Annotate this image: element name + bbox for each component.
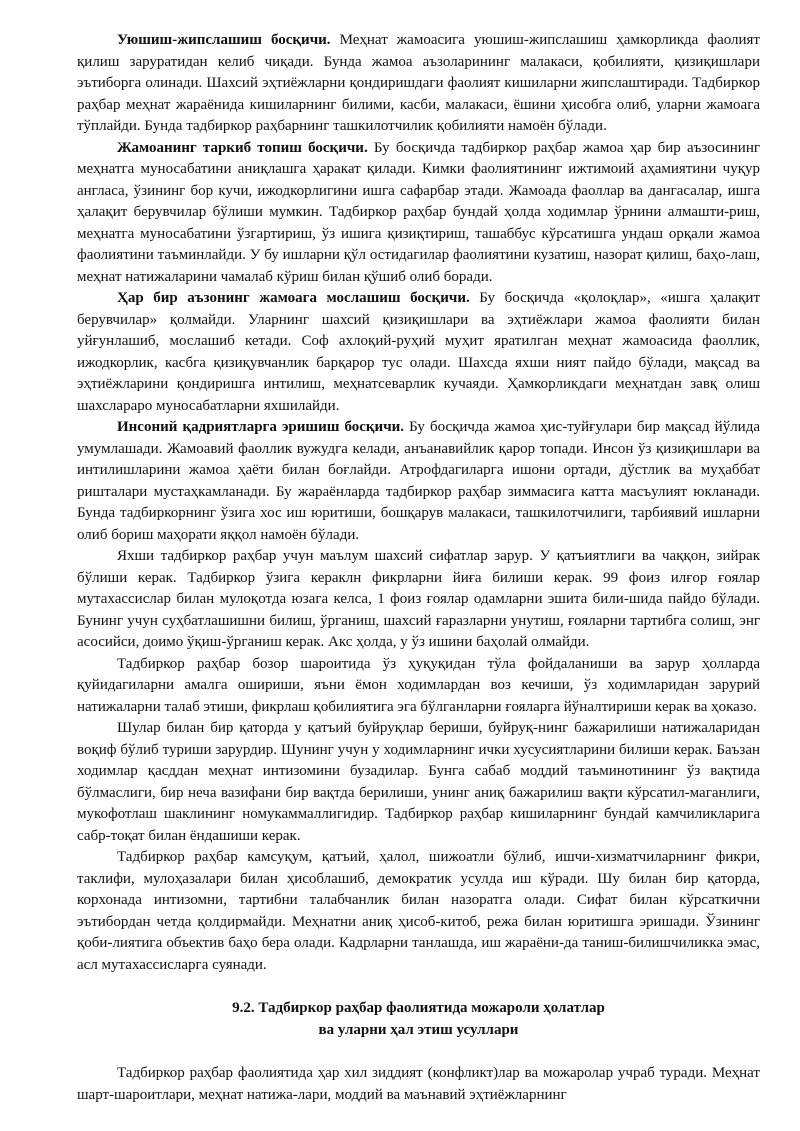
paragraph-lead: Жамоанинг таркиб топиш босқичи. — [117, 139, 368, 156]
paragraph-text: Бу босқичда тадбиркор раҳбар жамоа ҳар бир аъзосининг меҳнатга муносабатини аниқлашга ҳаракат қилади. Кимки фаолиятининг ижтимоий аҳамиятини чуқур англаса, ўзининг бор кучи, ижодкорлигини ишга сафарбар этади. Жамоада фаоллар ва дангасалар, ишга ҳалақит берувчилар бўлиши мумкин. Тадбиркор раҳбар бундай ҳолда ходимлар ўрнини алмашти-риш, меҳнатга муносабатини ўзгартириш, ўз ишига қизиқтириш, ташаббус кўрсатишга ундаш орқали жамоа фаолиятини таъминлайди. У бу ишларни қўл остидагилар фаолиятини кузатиш, назорат қилиш, баҳо-лаш, меҳнат натижаларини чамалаб кўриш билан қўшиб олиб боради. — [77, 139, 760, 285]
paragraph-leader-traits — [77, 847, 760, 976]
paragraph-stage-formation — [77, 138, 760, 289]
paragraph-stage-values — [77, 417, 760, 546]
paragraph-personal-qualities — [77, 546, 760, 654]
paragraph-conflicts — [77, 1063, 760, 1106]
paragraph-text: Тадбиркор раҳбар фаолиятида ҳар хил зиддият (конфликт)лар ва можаролар учраб туради. Меҳнат шарт-шароитлари, меҳнат натижа-лари, моддий ва маънавий эҳтиёжларнинг — [77, 1065, 760, 1103]
paragraph-text: Тадбиркор раҳбар бозор шароитида ўз ҳуқуқидан тўла фойдаланиши ва зарур ҳолларда қуйидагиларни амалга ошириши, яъни ёмон ходимлардан воз кечиши, ўз ходимларидан зарурий натижаларни талаб этиши, фикрлаш қобилиятига эга бўлганларни ғояларга йўналтириши керак ва ҳоказо. — [77, 655, 760, 715]
paragraph-lead: Ҳар бир аъзонинг жамоага мослашиш босқичи. — [117, 290, 470, 306]
paragraph-text: Яхши тадбиркор раҳбар учун маълум шахсий сифатлар зарур. У қатъиятлиги ва чаққон, зийрак бўлиши керак. Тадбиркор ўзига кераклн фикрларни йиға билиши керак. 99 фоиз илғор ғоялар мутахассислар билан мулоқотда юзага келса, 1 фоиз ғоялар одамларни эшита били-шида пайдо бўлади. Бунинг учун суҳбатлашишни билиш, ўрганиш, шахсий ғаразларни унутиш, ғояларни тартибга солиш, энг асосийси, доимо ўқиш-ўрганиш керак. Акс ҳолда, у ўз ишини баҳолай олмайди. — [77, 548, 760, 650]
paragraph-stage-cohesion — [77, 30, 760, 138]
paragraph-text: Бу босқичда «қолоқлар», «ишга ҳалақит берувчилар» қолмайди. Уларнинг шахсий қизиқишлари ва эҳтиёжлари жамоа фаолияти билан уйғунлашиб, мослашиб кетади. Соф ахлоқий-руҳий муҳит яратилган меҳнат жамоасида фаоллик, ижодкорлик, касбга қизиқувчанлик барқарор тус олади. Шахсда яхши ният пайдо бўлади, мақсад ва эҳтиёжларини қондиришга интилиш, меҳнатсеварлик кучаяди. Ҳамкорликдаги меҳнатдан завқ олиш шахсларaро муносабатларни яхшилайди. — [77, 290, 761, 414]
section-heading — [77, 998, 760, 1041]
paragraph-orders — [77, 718, 760, 847]
section-heading-line2: ва уларни ҳал этиш усуллари — [318, 1021, 519, 1038]
paragraph-text: Бу босқичда жамоа ҳис-туйғулари бир мақсад йўлида умумлашади. Жамоавий фаоллик вужудга келади, анъанавийлик қарор топади. Инсон ўз қизиқишлари ва интилишларини жамоа ҳаёти билан боғлайди. Атрофдагиларга ишони ортади, дўстлик ва муҳаббат ришталари мустаҳкамланади. Бу жараёнларда тадбиркор раҳбар зиммасига катта масъулият юкланади. Бунда тадбиркорнинг ўзига хос иш юритиши, бошқарув малакаси, ташкилотчилиги, тарбиявий ишларни олиб бориш маҳорати яққол намоён бўлади. — [77, 419, 761, 543]
paragraph-lead: Уюшиш-жипслашиш босқичи. — [117, 32, 331, 48]
paragraph-text: Тадбиркор раҳбар камсуқум, қатъий, ҳалол, шижоатли бўлиб, ишчи-хизматчиларнинг фикри, таклифи, мулоҳазалари билан ҳисоблашиб, демократик усулда иш кўради. Шу билан бир қаторда, корхонада интизомни, тартибни талабчанлик билан назоратга олади. Сифат билан кўрсаткични эътибордан четда қолдирмайди. Меҳнатни аниқ ҳисоб-китоб, режа билан юритишга эришади. Ўзининг қоби-лиятига объектив баҳо бера олади. Кадрларни танлашда, иш жараёни-да таниш-билишчиликка эмас, асл мутахассисларга суянади. — [77, 849, 760, 973]
section-heading-line1: 9.2. Тадбиркор раҳбар фаолиятида можароли ҳолатлар — [232, 1000, 605, 1016]
paragraph-text: Шулар билан бир қаторда у қатъий буйруқлар бериши, буйруқ-нинг бажарилиши натижаларидан воқиф бўлиб туриши зарурдир. Шунинг учун у ходимларнинг ички хусусиятларини билиши керак. Баъзан ходимлар қасддан меҳнат интизомини бузадилар. Бунга сабаб моддий таъминотининг ўз вақтида бўлмаслиги, бир неча вазифани бир вақтда берилиши, унинг аниқ бажарилиш вақти кўрсатил-маганлиги, мукофотлаш шаклининг номукаммаллигидир. Тадбиркор раҳбар кишиларнинг бундай камчиликларига сабр-тоқат билан ёндашиши керак. — [77, 720, 760, 844]
paragraph-lead: Инсоний қадриятларга эришиш босқичи. — [117, 419, 405, 435]
paragraph-text: Меҳнат жамоасига уюшиш-жипслашиш ҳамкорликда фаолият қилиш заруратидан келиб чиқади. Бунда жамоа аъзоларининг малакаси, қобилияти, қизиқишлари эътиборга олинади. Шахсий эҳтиёжларни қондиришдаги фаолият кишиларни жипслаштиради. Тадбиркор раҳбар меҳнат жараёнида кишиларнинг билими, касби, малакаси, ёшини ҳисобга олиб, уларни жамоага тўплайди. Бунда тадбиркор раҳбарнинг ташкилотчилик қобилияти намоён бўлади. — [77, 32, 760, 134]
paragraph-stage-adaptation — [77, 288, 760, 417]
paragraph-market-rights — [77, 654, 760, 719]
